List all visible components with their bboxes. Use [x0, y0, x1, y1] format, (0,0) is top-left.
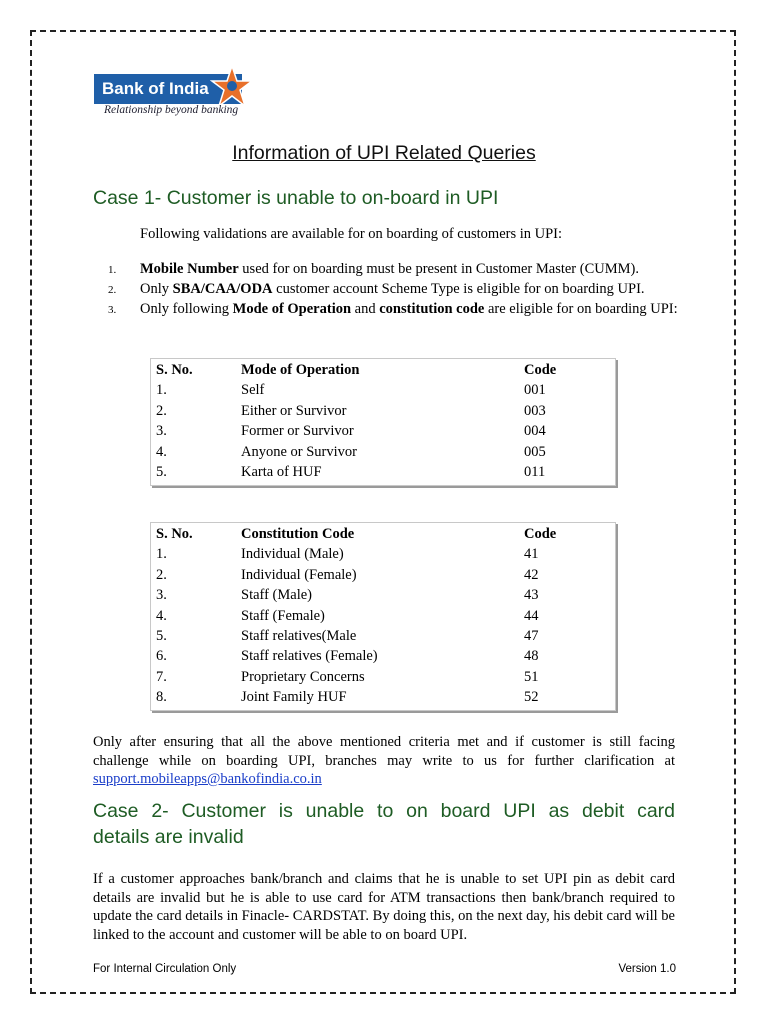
cell-sno: 2. — [156, 566, 167, 583]
cell-sno: 6. — [156, 648, 167, 665]
table-row — [151, 401, 615, 421]
header-sno: S. No. — [156, 362, 193, 378]
cell-code: 003 — [524, 402, 546, 419]
table-header-row — [151, 524, 615, 544]
cell-code: 011 — [524, 463, 546, 480]
case2-heading-line2: details are invalid — [93, 826, 244, 848]
mode-of-operation-table — [150, 358, 616, 486]
table-row — [151, 380, 615, 400]
case2-body: If a customer approaches bank/branch and claims that he is unable to set UPI pin as debit card details are invalid but he is able to use card for ATM transactions then bank/branch required to update the card details in Finacle- CARDSTAT. By doing this, on the next day, his debit card will be linked to the account and customer will be able to on board UPI. — [93, 871, 675, 943]
cell-sno: 3. — [156, 423, 167, 440]
table-row — [151, 606, 615, 626]
list-item-text: customer account Scheme Type is eligible for on boarding UPI. — [272, 281, 645, 297]
cell-sno: 1. — [156, 546, 167, 563]
constitution-code-table — [150, 522, 616, 711]
cell-constitution: Staff (Female) — [241, 607, 325, 624]
cell-code: 005 — [524, 443, 546, 460]
cell-sno: 3. — [156, 587, 167, 604]
table-row — [151, 442, 615, 462]
page-title: Information of UPI Related Queries — [232, 142, 536, 164]
table-row — [151, 626, 615, 646]
list-item-text: used for on boarding must be present in Customer Master (CUMM). — [238, 261, 639, 277]
cell-code: 47 — [524, 627, 539, 644]
case1-heading: Case 1- Customer is unable to on-board in UPI — [93, 187, 499, 209]
list-item-bold: SBA/CAA/ODA — [172, 281, 273, 297]
table-row — [151, 421, 615, 441]
cell-sno: 1. — [156, 382, 167, 399]
case1-closing-paragraph — [93, 733, 675, 789]
case1-intro: Following validations are available for on boarding of customers in UPI: — [140, 226, 563, 242]
list-number: 3. — [108, 304, 117, 316]
cell-sno: 2. — [156, 402, 167, 419]
cell-code: 42 — [524, 566, 539, 583]
logo-tagline: Relationship beyond banking — [104, 104, 239, 116]
cell-code: 48 — [524, 648, 539, 665]
list-number: 2. — [108, 284, 117, 296]
cell-code: 004 — [524, 423, 546, 440]
footer-circulation-note: For Internal Circulation Only — [93, 963, 237, 975]
cell-mode: Self — [241, 382, 265, 399]
table-row — [151, 565, 615, 585]
cell-code: 001 — [524, 382, 546, 399]
cell-constitution: Individual (Male) — [241, 546, 344, 563]
table-row — [151, 687, 615, 707]
table-row — [151, 585, 615, 605]
cell-mode: Karta of HUF — [241, 463, 322, 480]
header-mode: Mode of Operation — [241, 362, 360, 378]
list-number: 1. — [108, 264, 117, 276]
cell-constitution: Joint Family HUF — [241, 689, 347, 706]
cell-code: 51 — [524, 668, 539, 685]
list-item-bold: Mobile Number — [140, 261, 239, 277]
closing-text: Only after ensuring that all the above mentioned criteria met and if customer is still facing challenge while on boarding UPI, branches may write to us for further clarification at — [93, 734, 675, 769]
case2-heading-line1: Case 2- Customer is unable to on board UPI as debit card — [93, 800, 675, 822]
cell-sno: 8. — [156, 689, 167, 706]
cell-code: 44 — [524, 607, 539, 624]
cell-constitution: Proprietary Concerns — [241, 668, 365, 685]
validation-list — [108, 259, 678, 319]
support-email-link[interactable]: support.mobileapps@bankofindia.co.in — [93, 771, 322, 787]
list-item — [108, 259, 678, 279]
list-item-bold: constitution code — [379, 301, 485, 317]
table-row — [151, 544, 615, 564]
cell-mode: Anyone or Survivor — [241, 443, 357, 460]
footer-version: Version 1.0 — [618, 963, 676, 975]
cell-constitution: Staff relatives(Male — [241, 627, 357, 644]
list-item — [108, 299, 678, 319]
list-item-text: Only — [140, 281, 173, 297]
list-item-text: and — [351, 301, 380, 317]
header-code: Code — [524, 362, 557, 378]
list-item-text: are eligible for on boarding UPI: — [484, 301, 678, 317]
case2-heading — [93, 798, 675, 850]
cell-code: 41 — [524, 546, 539, 563]
header-sno: S. No. — [156, 526, 193, 542]
cell-code: 52 — [524, 689, 539, 706]
cell-sno: 4. — [156, 607, 167, 624]
table-row — [151, 646, 615, 666]
header-code: Code — [524, 526, 557, 542]
logo-wordmark: Bank of India — [94, 74, 242, 104]
table-row — [151, 462, 615, 482]
cell-sno: 5. — [156, 627, 167, 644]
cell-constitution: Staff relatives (Female) — [241, 648, 378, 665]
cell-constitution: Staff (Male) — [241, 587, 312, 604]
cell-sno: 4. — [156, 443, 167, 460]
header-constitution: Constitution Code — [241, 526, 355, 542]
table-row — [151, 667, 615, 687]
list-item-text: Only following — [140, 301, 233, 317]
list-item — [108, 279, 678, 299]
cell-code: 43 — [524, 587, 539, 604]
bank-logo — [94, 68, 264, 120]
cell-sno: 7. — [156, 668, 167, 685]
cell-mode: Former or Survivor — [241, 423, 354, 440]
table-header-row — [151, 360, 615, 380]
cell-sno: 5. — [156, 463, 167, 480]
cell-mode: Either or Survivor — [241, 402, 347, 419]
list-item-bold: Mode of Operation — [232, 301, 352, 317]
cell-constitution: Individual (Female) — [241, 566, 357, 583]
